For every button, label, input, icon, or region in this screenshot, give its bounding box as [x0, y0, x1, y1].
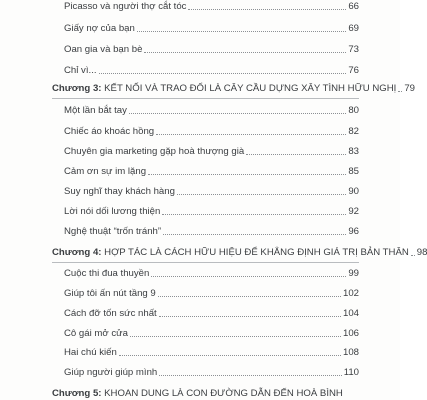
toc-entry-page: 92: [348, 206, 359, 217]
dot-leader: [159, 316, 341, 317]
toc-entry-page: 66: [348, 1, 359, 12]
toc-entry-page: 102: [342, 288, 359, 299]
chapter-title: HỢP TÁC LÀ CÁCH HỮU HIỆU ĐỂ KHẲNG ĐỊNH GIÁ TRỊ BẢN THÂN: [104, 247, 409, 258]
dot-leader: [411, 255, 415, 256]
chapter-label: Chương 3:: [52, 83, 102, 94]
toc-entry-page: 96: [348, 226, 359, 237]
chapter-heading: [52, 243, 427, 259]
chapter-heading: [52, 384, 359, 400]
toc-entry: [64, 17, 359, 35]
toc-entry-title: Cuộc thi đua thuyền: [64, 268, 150, 279]
dot-leader: [177, 194, 346, 195]
toc-entry: [64, 59, 359, 77]
dot-leader: [162, 214, 346, 215]
toc-entry: [64, 180, 359, 198]
toc-entry: [64, 322, 359, 340]
chapter-title: KẾT NỐI VÀ TRAO ĐỔI LÀ CÂY CẦU DỰNG XÂY TÌNH HỮU NGHỊ: [104, 83, 397, 94]
dot-leader: [99, 73, 347, 74]
toc-entry-title: Oan gia và bạn bè: [64, 44, 143, 55]
dot-leader: [148, 174, 346, 175]
toc-entry-title: Chuyên gia marketing gặp hoà thượng già: [64, 146, 245, 157]
toc-entry-page: 110: [343, 367, 359, 378]
dot-leader: [137, 31, 347, 32]
toc-entry: [64, 99, 359, 117]
toc-entry: [64, 262, 359, 280]
toc-entry: [64, 38, 359, 56]
toc-entry-title: Suy nghĩ thay khách hàng: [64, 186, 175, 197]
toc-entry: [64, 120, 359, 138]
chapter-page: 79: [404, 83, 416, 94]
toc-entry: [64, 282, 359, 300]
dot-leader: [246, 154, 346, 155]
toc-entry-page: 73: [348, 44, 359, 55]
toc-entry-title: Một lần bắt tay: [64, 105, 127, 116]
dot-leader: [151, 276, 346, 277]
toc-entry: [64, 160, 359, 178]
chapter-label: Chương 4:: [52, 247, 102, 258]
toc-entry-page: 83: [348, 146, 359, 157]
toc-entry-title: Chiếc áo khoác hồng: [64, 126, 155, 137]
dot-leader: [129, 113, 346, 114]
dot-leader: [144, 52, 346, 53]
toc-entry-title: Giúp người giúp mình: [64, 367, 158, 378]
toc-entry-page: 104: [342, 308, 359, 319]
toc-entry-title: Cách đỡ tốn sức nhất: [64, 308, 157, 319]
toc-entry-page: 82: [348, 126, 359, 137]
toc-entry-page: 106: [342, 328, 359, 339]
toc-entry-page: 80: [348, 105, 359, 116]
toc-entry-page: 85: [348, 166, 359, 177]
toc-entry-page: 76: [348, 65, 359, 76]
toc-entry-title: Nghệ thuật “trốn tránh”: [64, 226, 162, 237]
toc-entry: [64, 341, 359, 359]
chapter-heading: [52, 79, 416, 95]
toc-entry-title: Cảm ơn sự im lặng: [64, 166, 147, 177]
toc-entry-page: 99: [348, 268, 359, 279]
dot-leader: [158, 296, 341, 297]
toc-entry: [64, 302, 359, 320]
toc-entry-title: Chỉ vì...: [64, 65, 97, 76]
toc-entry-title: Cô gái mở cửa: [64, 328, 128, 339]
toc-entry-title: Giấy nợ của bạn: [64, 23, 135, 34]
chapter-label: Chương 5:: [52, 388, 102, 399]
toc-entry: [64, 140, 359, 158]
toc-entry-title: Lời nói dối lương thiện: [64, 206, 161, 217]
dot-leader: [156, 134, 346, 135]
chapter-page: 98: [416, 247, 427, 258]
toc-entry-title: Picasso và người thợ cắt tóc: [64, 1, 187, 12]
toc-entry-page: 108: [342, 347, 359, 358]
toc-entry: [64, 361, 359, 379]
dot-leader: [119, 355, 341, 356]
dot-leader: [398, 91, 402, 92]
dot-leader: [130, 336, 341, 337]
dot-leader: [159, 375, 341, 376]
chapter-title: KHOAN DUNG LÀ CON ĐƯỜNG DẪN ĐẾN HOÀ BÌNH: [104, 388, 343, 399]
toc-entry-page: 90: [348, 186, 359, 197]
toc-entry-title: Hai chú kiến: [64, 347, 117, 358]
dot-leader: [188, 9, 346, 10]
toc-entry: [64, 200, 359, 218]
toc-entry-page: 69: [348, 23, 359, 34]
toc-entry: [64, 220, 359, 238]
toc-entry-title: Giúp tôi ấn nút tầng 9: [64, 288, 156, 299]
toc-entry: [64, 0, 359, 13]
dot-leader: [163, 234, 346, 235]
